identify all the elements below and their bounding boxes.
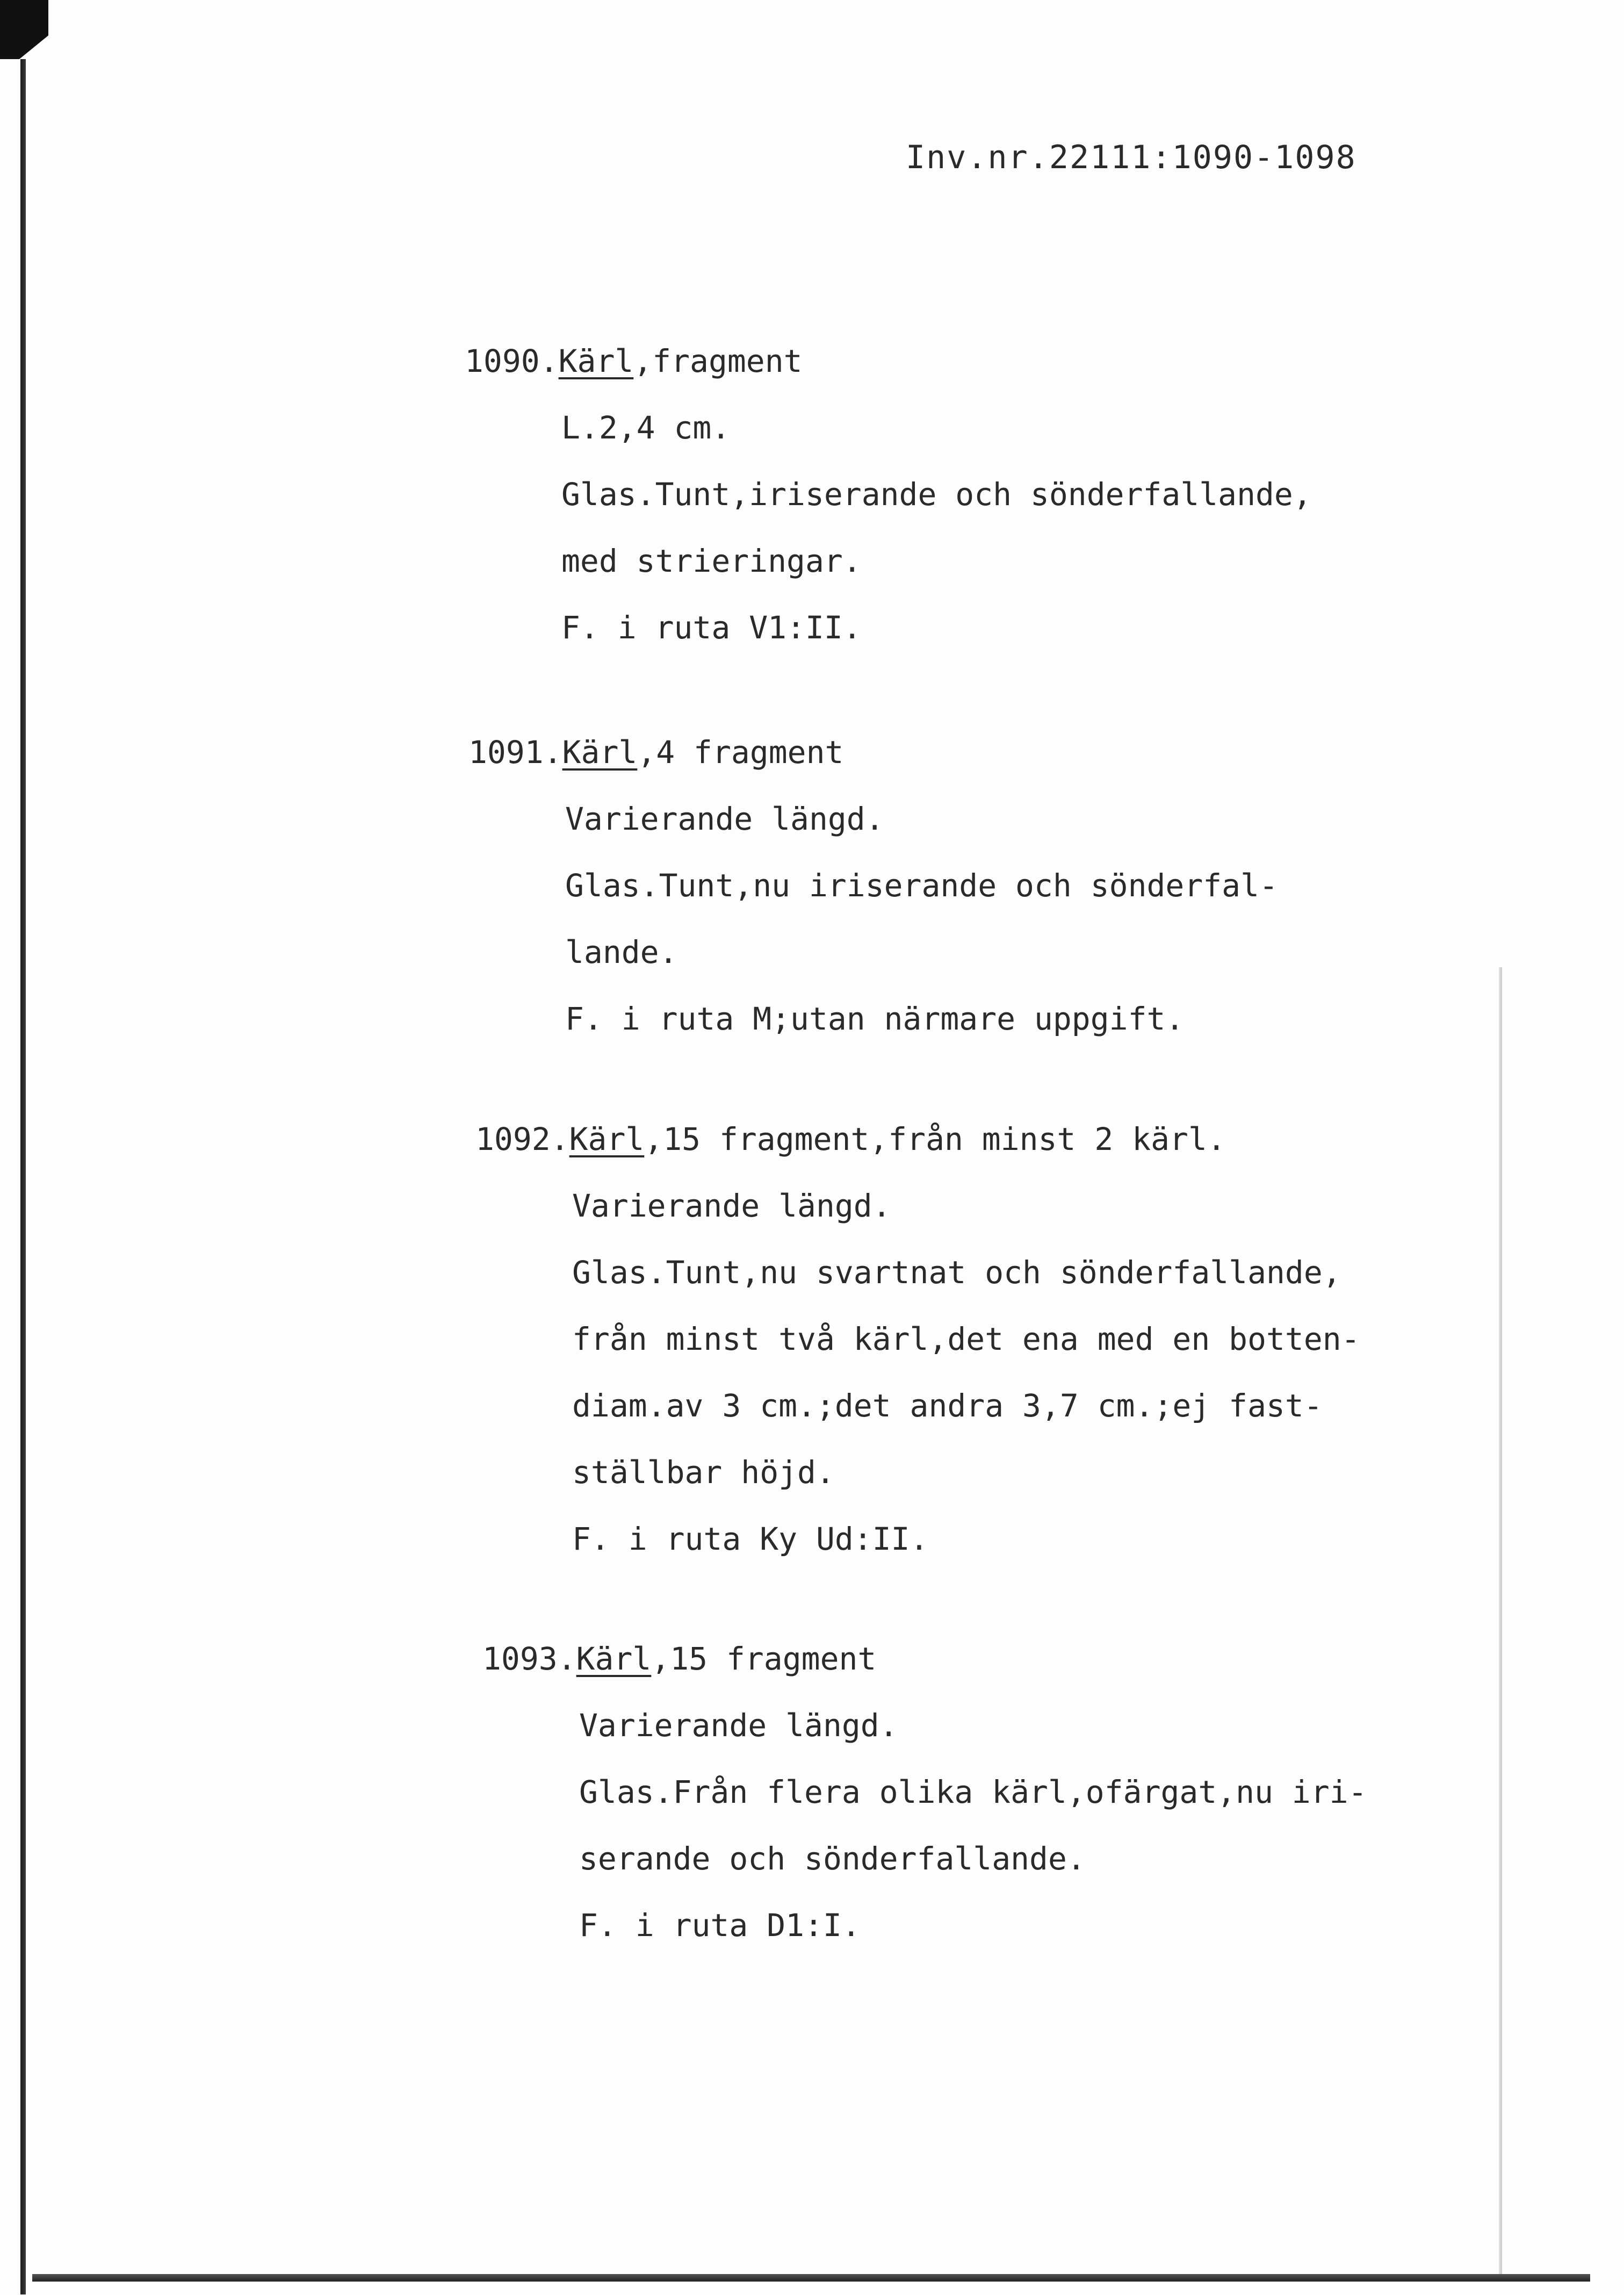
entry-line: L.2,4 cm. xyxy=(561,409,731,446)
entry-number: 1091. xyxy=(468,734,562,771)
entry-number: 1090. xyxy=(465,343,559,379)
entry-object: Kärl xyxy=(569,1121,645,1157)
entry-line: Glas.Tunt,nu iriserande och sönderfal- xyxy=(565,867,1278,904)
catalog-entry xyxy=(482,1625,1367,1959)
entry-line: Varierande längd. xyxy=(565,801,884,837)
entry-object: Kärl xyxy=(558,343,634,379)
entry-heading xyxy=(475,1106,1360,1172)
entry-number: 1092. xyxy=(475,1121,569,1157)
catalog-entry xyxy=(468,719,1278,1052)
entry-line: serande och sönderfallande. xyxy=(579,1840,1086,1877)
entry-line: från minst två kärl,det ena med en botten- xyxy=(572,1321,1360,1357)
entry-line: F. i ruta V1:II. xyxy=(561,609,862,646)
scan-edge-right xyxy=(1499,967,1502,2278)
entry-line: Varierande längd. xyxy=(572,1188,891,1224)
entry-line: F. i ruta M;utan närmare uppgift. xyxy=(565,1001,1185,1037)
entry-descriptor: ,fragment xyxy=(633,343,803,379)
scan-edge-corner xyxy=(0,0,48,59)
entry-line: Varierande längd. xyxy=(579,1707,898,1744)
entry-line: F. i ruta D1:I. xyxy=(579,1907,861,1944)
entry-descriptor: ,15 fragment,från minst 2 kärl. xyxy=(644,1121,1226,1157)
scan-edge-left xyxy=(20,59,26,2294)
entry-descriptor: ,4 fragment xyxy=(637,734,844,771)
entry-line: Glas.Tunt,nu svartnat och sönderfallande, xyxy=(572,1254,1341,1291)
scan-edge-bottom xyxy=(32,2274,1590,2282)
entry-line: diam.av 3 cm.;det andra 3,7 cm.;ej fast- xyxy=(572,1387,1323,1424)
entry-heading xyxy=(482,1625,1367,1692)
entry-heading xyxy=(465,328,1312,394)
entry-line: lande. xyxy=(565,934,678,970)
entry-descriptor: ,15 fragment xyxy=(651,1641,877,1677)
entry-line: med strieringar. xyxy=(561,543,862,579)
entry-line: Glas.Från flera olika kärl,ofärgat,nu iri- xyxy=(579,1774,1367,1810)
entry-line: ställbar höjd. xyxy=(572,1454,835,1491)
entry-number: 1093. xyxy=(482,1641,576,1677)
entry-object: Kärl xyxy=(562,734,638,771)
inventory-number: Inv.nr.22111:1090-1098 xyxy=(906,139,1356,176)
entry-line: Glas.Tunt,iriserande och sönderfallande, xyxy=(561,476,1312,513)
entry-object: Kärl xyxy=(576,1641,652,1677)
catalog-entry xyxy=(475,1106,1360,1572)
entry-line: F. i ruta Ky Ud:II. xyxy=(572,1521,929,1557)
entry-heading xyxy=(468,719,1278,786)
catalog-entry xyxy=(465,328,1312,661)
